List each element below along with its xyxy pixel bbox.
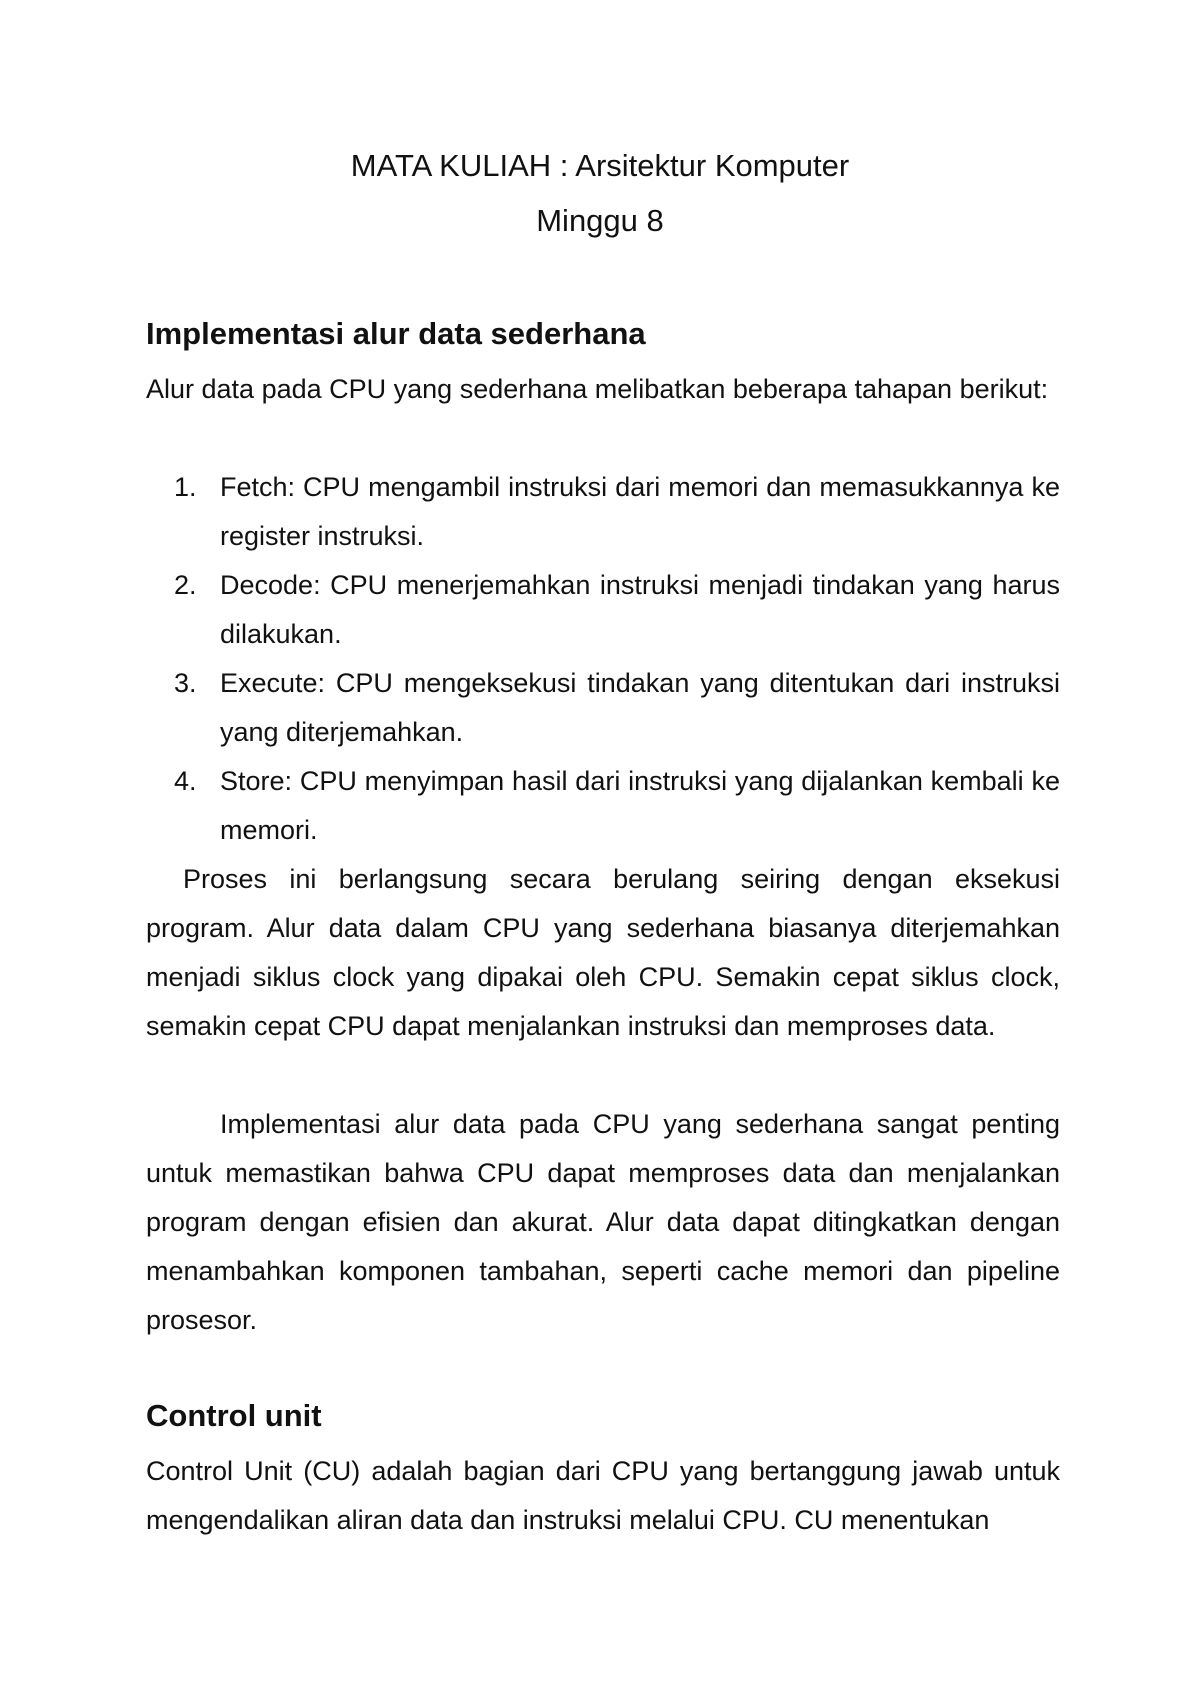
list-item bbox=[146, 561, 1060, 659]
control-unit-paragraph: Control Unit (CU) adalah bagian dari CPU yang bertanggung jawab untuk mengendalikan aliran data dan instruksi melalui CPU. CU menentukan bbox=[146, 1456, 1060, 1535]
list-number: 4. bbox=[174, 766, 197, 796]
list-item-text: Fetch: CPU mengambil instruksi dari memori dan memasukkannya ke register instruksi. bbox=[220, 472, 1060, 551]
section-intro-paragraph: Alur data pada CPU yang sederhana melibatkan beberapa tahapan berikut: bbox=[146, 374, 1049, 404]
list-item-text: Decode: CPU menerjemahkan instruksi menjadi tindakan yang harus dilakukan. bbox=[220, 570, 1060, 649]
process-paragraph: Proses ini berlangsung secara berulang seiring dengan eksekusi program. Alur data dalam CPU yang sederhana biasanya diterjemahkan menjadi siklus clock yang dipakai oleh CPU. Semakin cepat siklus clock, semakin cepat CPU dapat menjalankan instruksi dan memproses data. bbox=[146, 864, 1060, 1041]
list-number: 1. bbox=[174, 472, 197, 502]
list-item-text: Execute: CPU mengeksekusi tindakan yang ditentukan dari instruksi yang diterjemahkan. bbox=[220, 668, 1060, 747]
list-item bbox=[146, 463, 1060, 561]
list-item bbox=[146, 757, 1060, 855]
course-title: MATA KULIAH : Arsitektur Komputer bbox=[350, 148, 850, 183]
section-heading-control-unit: Control unit bbox=[146, 1398, 322, 1433]
list-number: 2. bbox=[174, 570, 197, 600]
list-item-text: Store: CPU menyimpan hasil dari instruksi yang dijalankan kembali ke memori. bbox=[220, 766, 1060, 845]
list-number: 3. bbox=[174, 668, 197, 698]
steps-list bbox=[146, 463, 1060, 855]
week-label: Minggu 8 bbox=[536, 203, 664, 238]
importance-paragraph: Implementasi alur data pada CPU yang sederhana sangat penting untuk memastikan bahwa CPU dapat memproses data dan menjalankan program dengan efisien dan akurat. Alur data dapat ditingkatkan dengan menambahkan komponen tambahan, seperti cache memori dan pipeline prosesor. bbox=[146, 1109, 1060, 1335]
list-item bbox=[146, 659, 1060, 757]
section-heading-data-path: Implementasi alur data sederhana bbox=[146, 316, 646, 351]
